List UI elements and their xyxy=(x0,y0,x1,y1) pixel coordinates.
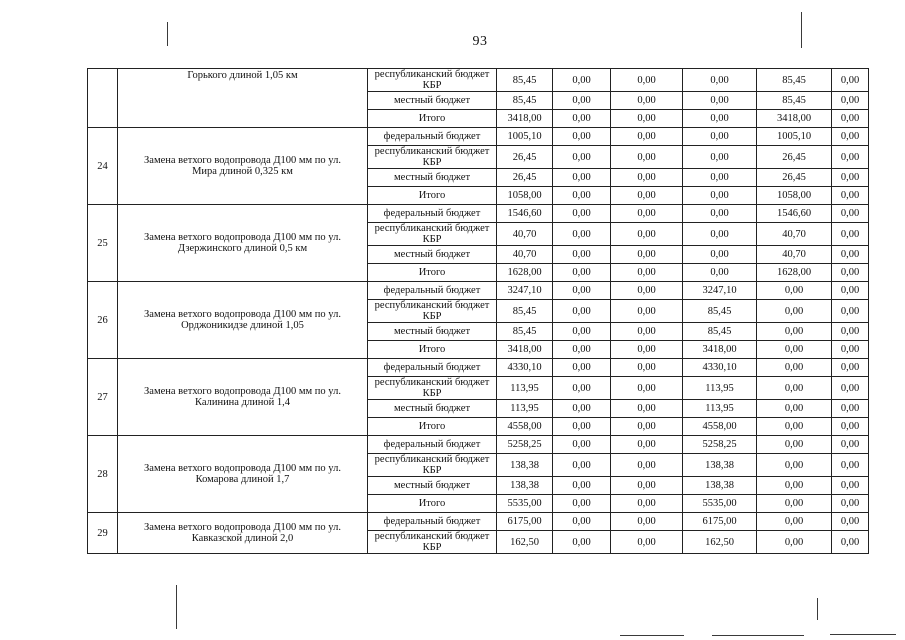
amount-cell: 0,00 xyxy=(611,69,683,92)
amount-cell: 0,00 xyxy=(611,359,683,377)
amount-cell: 0,00 xyxy=(832,69,869,92)
amount-cell: 0,00 xyxy=(683,128,757,146)
amount-cell: 0,00 xyxy=(611,146,683,169)
amount-cell: 1005,10 xyxy=(497,128,553,146)
amount-cell: 85,45 xyxy=(683,323,757,341)
funding-source-cell: местный бюджет xyxy=(368,477,497,495)
amount-cell: 0,00 xyxy=(611,282,683,300)
amount-cell: 0,00 xyxy=(832,205,869,223)
amount-cell: 0,00 xyxy=(553,477,611,495)
amount-cell: 0,00 xyxy=(611,436,683,454)
amount-cell: 3418,00 xyxy=(683,341,757,359)
amount-cell: 0,00 xyxy=(611,513,683,531)
funding-source-cell: федеральный бюджет xyxy=(368,436,497,454)
amount-cell: 85,45 xyxy=(497,300,553,323)
amount-cell: 1628,00 xyxy=(757,264,832,282)
funding-source-cell: республиканский бюджет КБР xyxy=(368,146,497,169)
amount-cell: 0,00 xyxy=(611,477,683,495)
amount-cell: 0,00 xyxy=(683,264,757,282)
amount-cell: 0,00 xyxy=(683,223,757,246)
funding-source-cell: республиканский бюджет КБР xyxy=(368,69,497,92)
amount-cell: 85,45 xyxy=(497,92,553,110)
amount-cell: 0,00 xyxy=(553,282,611,300)
scan-mark-top-right xyxy=(801,12,802,48)
amount-cell: 0,00 xyxy=(553,169,611,187)
amount-cell: 0,00 xyxy=(683,110,757,128)
amount-cell: 1058,00 xyxy=(757,187,832,205)
amount-cell: 0,00 xyxy=(553,223,611,246)
item-number-cell: 29 xyxy=(88,513,118,554)
amount-cell: 0,00 xyxy=(611,205,683,223)
amount-cell: 0,00 xyxy=(757,341,832,359)
amount-cell: 0,00 xyxy=(832,264,869,282)
amount-cell: 85,45 xyxy=(757,92,832,110)
funding-source-cell: республиканский бюджет КБР xyxy=(368,454,497,477)
amount-cell: 4558,00 xyxy=(497,418,553,436)
amount-cell: 0,00 xyxy=(611,341,683,359)
scan-edge-line xyxy=(712,635,804,636)
item-number-cell: 26 xyxy=(88,282,118,359)
amount-cell: 0,00 xyxy=(832,146,869,169)
amount-cell: 26,45 xyxy=(757,169,832,187)
amount-cell: 0,00 xyxy=(832,418,869,436)
amount-cell: 0,00 xyxy=(553,92,611,110)
amount-cell: 0,00 xyxy=(611,323,683,341)
funding-source-cell: федеральный бюджет xyxy=(368,205,497,223)
amount-cell: 0,00 xyxy=(757,418,832,436)
amount-cell: 5535,00 xyxy=(497,495,553,513)
amount-cell: 0,00 xyxy=(757,513,832,531)
amount-cell: 0,00 xyxy=(683,92,757,110)
amount-cell: 40,70 xyxy=(757,223,832,246)
amount-cell: 85,45 xyxy=(497,323,553,341)
amount-cell: 0,00 xyxy=(553,359,611,377)
amount-cell: 0,00 xyxy=(683,146,757,169)
amount-cell: 0,00 xyxy=(553,69,611,92)
amount-cell: 0,00 xyxy=(832,323,869,341)
amount-cell: 0,00 xyxy=(553,205,611,223)
table-body xyxy=(88,69,869,554)
amount-cell: 40,70 xyxy=(757,246,832,264)
amount-cell: 0,00 xyxy=(611,418,683,436)
amount-cell: 0,00 xyxy=(553,531,611,554)
item-number-cell: 25 xyxy=(88,205,118,282)
item-number-cell xyxy=(88,69,118,128)
amount-cell: 0,00 xyxy=(553,110,611,128)
amount-cell: 0,00 xyxy=(757,377,832,400)
funding-source-cell: Итого xyxy=(368,264,497,282)
amount-cell: 5535,00 xyxy=(683,495,757,513)
amount-cell: 0,00 xyxy=(832,454,869,477)
amount-cell: 113,95 xyxy=(683,400,757,418)
project-name-cell: Замена ветхого водопровода Д100 мм по ул. Мира длиной 0,325 км xyxy=(118,128,368,205)
amount-cell: 0,00 xyxy=(832,359,869,377)
amount-cell: 0,00 xyxy=(832,128,869,146)
amount-cell: 0,00 xyxy=(553,418,611,436)
amount-cell: 0,00 xyxy=(757,531,832,554)
amount-cell: 0,00 xyxy=(553,377,611,400)
amount-cell: 0,00 xyxy=(611,169,683,187)
funding-source-cell: федеральный бюджет xyxy=(368,513,497,531)
amount-cell: 138,38 xyxy=(497,477,553,495)
amount-cell: 0,00 xyxy=(611,300,683,323)
funding-source-cell: местный бюджет xyxy=(368,400,497,418)
amount-cell: 0,00 xyxy=(832,187,869,205)
amount-cell: 0,00 xyxy=(611,187,683,205)
amount-cell: 138,38 xyxy=(497,454,553,477)
project-name-cell: Замена ветхого водопровода Д100 мм по ул. Дзержинского длиной 0,5 км xyxy=(118,205,368,282)
table-row xyxy=(88,205,869,223)
scan-mark-top-left xyxy=(167,22,168,46)
amount-cell: 0,00 xyxy=(832,477,869,495)
amount-cell: 40,70 xyxy=(497,246,553,264)
funding-source-cell: Итого xyxy=(368,495,497,513)
amount-cell: 0,00 xyxy=(553,187,611,205)
amount-cell: 0,00 xyxy=(611,377,683,400)
amount-cell: 0,00 xyxy=(611,223,683,246)
page-number: 93 xyxy=(472,34,488,49)
project-name-cell: Замена ветхого водопровода Д100 мм по ул. Комарова длиной 1,7 xyxy=(118,436,368,513)
amount-cell: 0,00 xyxy=(757,300,832,323)
amount-cell: 26,45 xyxy=(757,146,832,169)
amount-cell: 6175,00 xyxy=(497,513,553,531)
amount-cell: 0,00 xyxy=(611,92,683,110)
funding-source-cell: республиканский бюджет КБР xyxy=(368,300,497,323)
amount-cell: 0,00 xyxy=(832,110,869,128)
amount-cell: 26,45 xyxy=(497,169,553,187)
table-row xyxy=(88,359,869,377)
amount-cell: 0,00 xyxy=(757,454,832,477)
amount-cell: 0,00 xyxy=(757,323,832,341)
amount-cell: 0,00 xyxy=(832,282,869,300)
amount-cell: 0,00 xyxy=(553,128,611,146)
funding-source-cell: местный бюджет xyxy=(368,92,497,110)
amount-cell: 0,00 xyxy=(553,246,611,264)
table-row xyxy=(88,128,869,146)
amount-cell: 3247,10 xyxy=(497,282,553,300)
amount-cell: 85,45 xyxy=(757,69,832,92)
amount-cell: 3418,00 xyxy=(497,341,553,359)
funding-source-cell: Итого xyxy=(368,110,497,128)
amount-cell: 0,00 xyxy=(757,495,832,513)
funding-source-cell: федеральный бюджет xyxy=(368,359,497,377)
amount-cell: 5258,25 xyxy=(497,436,553,454)
funding-source-cell: республиканский бюджет КБР xyxy=(368,377,497,400)
amount-cell: 0,00 xyxy=(553,454,611,477)
amount-cell: 0,00 xyxy=(683,169,757,187)
amount-cell: 0,00 xyxy=(832,436,869,454)
budget-table xyxy=(87,68,869,554)
amount-cell: 0,00 xyxy=(553,400,611,418)
amount-cell: 162,50 xyxy=(683,531,757,554)
amount-cell: 1546,60 xyxy=(757,205,832,223)
amount-cell: 40,70 xyxy=(497,223,553,246)
funding-source-cell: местный бюджет xyxy=(368,169,497,187)
amount-cell: 3247,10 xyxy=(683,282,757,300)
amount-cell: 0,00 xyxy=(832,223,869,246)
project-name-cell: Замена ветхого водопровода Д100 мм по ул. Калинина длиной 1,4 xyxy=(118,359,368,436)
table-row xyxy=(88,69,869,92)
amount-cell: 0,00 xyxy=(553,300,611,323)
amount-cell: 6175,00 xyxy=(683,513,757,531)
amount-cell: 1005,10 xyxy=(757,128,832,146)
amount-cell: 0,00 xyxy=(553,495,611,513)
amount-cell: 0,00 xyxy=(553,436,611,454)
amount-cell: 138,38 xyxy=(683,454,757,477)
amount-cell: 0,00 xyxy=(611,110,683,128)
amount-cell: 1058,00 xyxy=(497,187,553,205)
amount-cell: 138,38 xyxy=(683,477,757,495)
amount-cell: 113,95 xyxy=(683,377,757,400)
amount-cell: 26,45 xyxy=(497,146,553,169)
amount-cell: 0,00 xyxy=(611,495,683,513)
amount-cell: 0,00 xyxy=(832,513,869,531)
amount-cell: 0,00 xyxy=(611,454,683,477)
amount-cell: 0,00 xyxy=(832,300,869,323)
item-number-cell: 27 xyxy=(88,359,118,436)
amount-cell: 3418,00 xyxy=(497,110,553,128)
funding-source-cell: Итого xyxy=(368,187,497,205)
amount-cell: 0,00 xyxy=(757,400,832,418)
amount-cell: 0,00 xyxy=(553,513,611,531)
amount-cell: 0,00 xyxy=(757,282,832,300)
amount-cell: 0,00 xyxy=(553,146,611,169)
scan-mark-bottom-left xyxy=(176,585,177,629)
item-number-cell: 24 xyxy=(88,128,118,205)
amount-cell: 0,00 xyxy=(611,246,683,264)
project-name-cell: Замена ветхого водопровода Д100 мм по ул. Кавказской длиной 2,0 xyxy=(118,513,368,554)
amount-cell: 0,00 xyxy=(553,264,611,282)
funding-source-cell: Итого xyxy=(368,341,497,359)
amount-cell: 0,00 xyxy=(683,246,757,264)
amount-cell: 162,50 xyxy=(497,531,553,554)
amount-cell: 0,00 xyxy=(611,400,683,418)
amount-cell: 0,00 xyxy=(611,531,683,554)
amount-cell: 0,00 xyxy=(832,400,869,418)
amount-cell: 1628,00 xyxy=(497,264,553,282)
amount-cell: 0,00 xyxy=(832,246,869,264)
project-name-cell: Замена ветхого водопровода Д100 мм по ул. Орджоникидзе длиной 1,05 xyxy=(118,282,368,359)
project-name-cell: Горького длиной 1,05 км xyxy=(118,69,368,128)
amount-cell: 3418,00 xyxy=(757,110,832,128)
amount-cell: 0,00 xyxy=(683,205,757,223)
amount-cell: 113,95 xyxy=(497,377,553,400)
funding-source-cell: республиканский бюджет КБР xyxy=(368,223,497,246)
amount-cell: 85,45 xyxy=(683,300,757,323)
amount-cell: 0,00 xyxy=(553,323,611,341)
funding-source-cell: Итого xyxy=(368,418,497,436)
table-row xyxy=(88,282,869,300)
item-number-cell: 28 xyxy=(88,436,118,513)
funding-source-cell: республиканский бюджет КБР xyxy=(368,531,497,554)
amount-cell: 5258,25 xyxy=(683,436,757,454)
amount-cell: 0,00 xyxy=(832,531,869,554)
amount-cell: 0,00 xyxy=(832,377,869,400)
funding-source-cell: федеральный бюджет xyxy=(368,282,497,300)
amount-cell: 85,45 xyxy=(497,69,553,92)
amount-cell: 0,00 xyxy=(832,92,869,110)
amount-cell: 0,00 xyxy=(832,495,869,513)
amount-cell: 0,00 xyxy=(683,187,757,205)
amount-cell: 0,00 xyxy=(683,69,757,92)
amount-cell: 0,00 xyxy=(757,359,832,377)
amount-cell: 0,00 xyxy=(611,128,683,146)
funding-source-cell: местный бюджет xyxy=(368,246,497,264)
scan-mark-bottom-right xyxy=(817,598,818,620)
amount-cell: 0,00 xyxy=(832,341,869,359)
amount-cell: 4558,00 xyxy=(683,418,757,436)
scan-edge-line xyxy=(830,634,896,635)
funding-source-cell: федеральный бюджет xyxy=(368,128,497,146)
table-row xyxy=(88,513,869,531)
amount-cell: 1546,60 xyxy=(497,205,553,223)
table-row xyxy=(88,436,869,454)
amount-cell: 0,00 xyxy=(832,169,869,187)
amount-cell: 0,00 xyxy=(757,436,832,454)
funding-source-cell: местный бюджет xyxy=(368,323,497,341)
amount-cell: 0,00 xyxy=(611,264,683,282)
amount-cell: 113,95 xyxy=(497,400,553,418)
amount-cell: 0,00 xyxy=(553,341,611,359)
amount-cell: 4330,10 xyxy=(497,359,553,377)
scan-edge-line xyxy=(620,635,684,636)
amount-cell: 0,00 xyxy=(757,477,832,495)
amount-cell: 4330,10 xyxy=(683,359,757,377)
